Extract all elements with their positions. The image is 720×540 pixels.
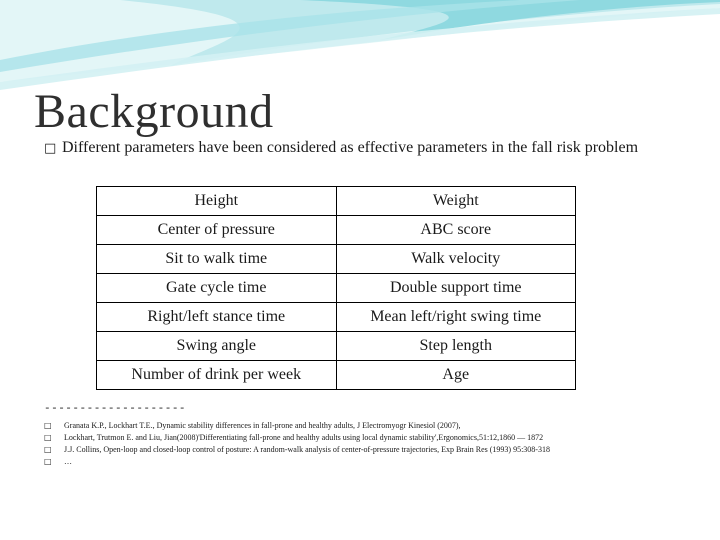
table-cell: Gate cycle time <box>97 274 337 303</box>
table-cell: Double support time <box>336 274 576 303</box>
table-row <box>97 303 576 332</box>
table-row <box>97 245 576 274</box>
table-row <box>97 361 576 390</box>
square-bullet-icon: □ <box>44 457 52 466</box>
square-bullet-icon: □ <box>44 433 52 442</box>
table-cell: Weight <box>336 187 576 216</box>
table-row <box>97 274 576 303</box>
reference-text: … <box>64 457 72 466</box>
reference-text: Granata K.P., Lockhart T.E., Dynamic stability differences in fall-prone and healthy adults, J Electromyogr Kinesiol (2007), <box>64 421 461 430</box>
table-cell: Mean left/right swing time <box>336 303 576 332</box>
slide-title: Background <box>34 85 274 138</box>
square-bullet-icon: □ <box>44 141 57 156</box>
reference-text: Lockhart, Trutmon E. and Liu, Jian(2008)'Differentiating fall-prone and healthy adults using local dynamic stability',Ergonomics,51:12,1860 — 1872 <box>64 433 544 442</box>
square-bullet-icon: □ <box>44 445 52 454</box>
table-cell: Number of drink per week <box>97 361 337 390</box>
bullet-point <box>44 138 684 159</box>
reference-text: J.J. Collins, Open-loop and closed-loop control of posture: A random-walk analysis of center-of-pressure trajectories, Exp Brain Res (1993) 95:308-318 <box>64 445 550 454</box>
reference-item <box>44 444 704 456</box>
reference-item <box>44 456 704 468</box>
reference-item <box>44 432 704 444</box>
references-list <box>44 420 704 468</box>
table-cell: Walk velocity <box>336 245 576 274</box>
table-cell: Sit to walk time <box>97 245 337 274</box>
table-cell: ABC score <box>336 216 576 245</box>
table-cell: Height <box>97 187 337 216</box>
table-row <box>97 187 576 216</box>
table-row <box>97 216 576 245</box>
bullet-text: Different parameters have been considered as effective parameters in the fall risk problem <box>62 139 639 156</box>
parameters-table <box>96 186 576 390</box>
table-cell: Step length <box>336 332 576 361</box>
table-cell: Center of pressure <box>97 216 337 245</box>
square-bullet-icon: □ <box>44 421 52 430</box>
table-row <box>97 332 576 361</box>
table-cell: Swing angle <box>97 332 337 361</box>
references-separator: -------------------- <box>44 403 187 415</box>
reference-item <box>44 420 704 432</box>
table-cell: Age <box>336 361 576 390</box>
table-cell: Right/left stance time <box>97 303 337 332</box>
